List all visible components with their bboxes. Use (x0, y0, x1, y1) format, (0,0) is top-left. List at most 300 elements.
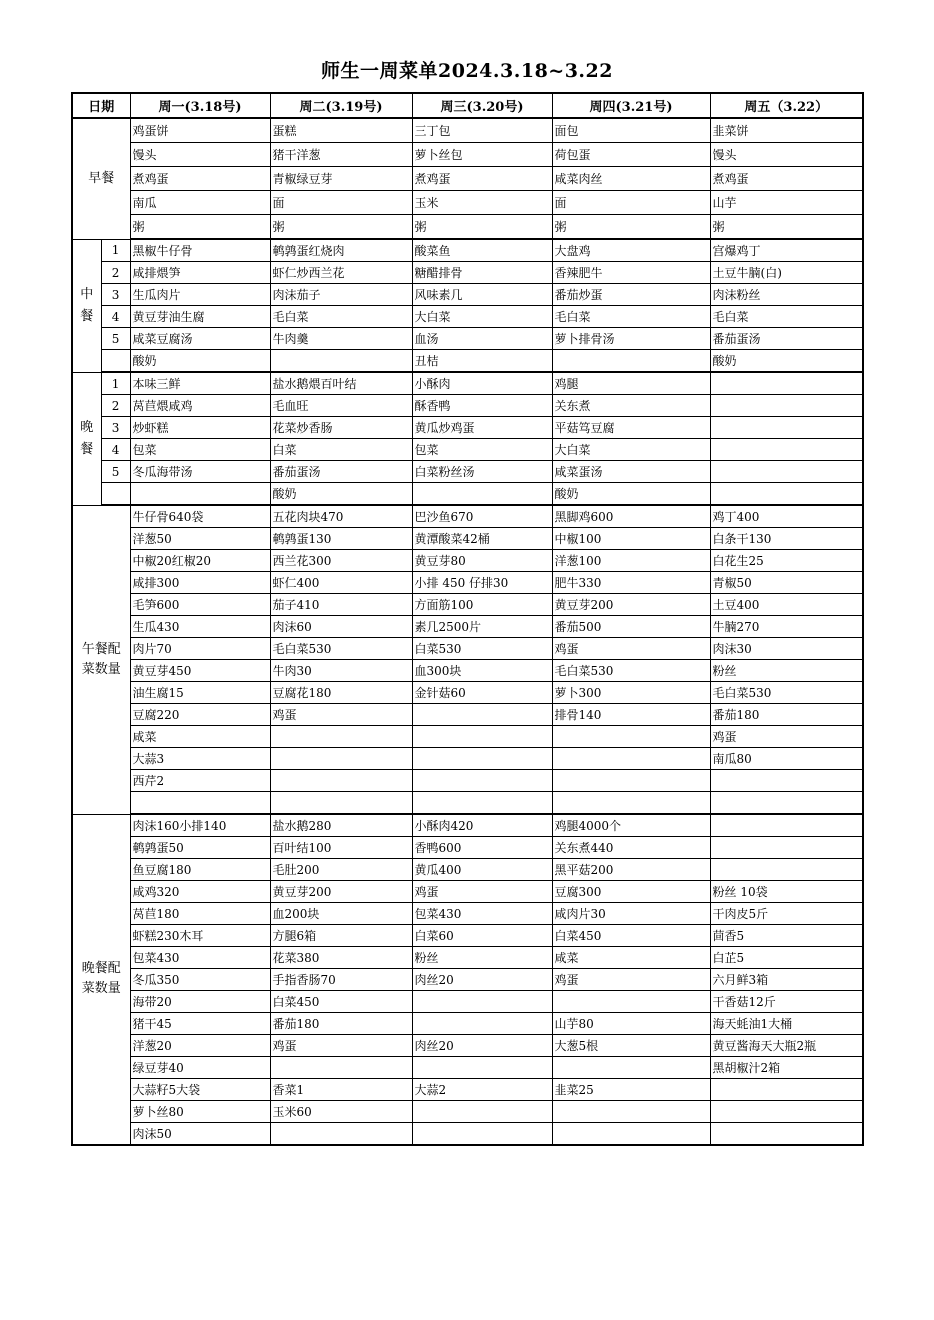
menu-cell (552, 1057, 710, 1079)
menu-cell: 鹌鹑蛋红烧肉 (270, 239, 412, 262)
breakfast-row (72, 167, 863, 191)
menu-cell: 玉米60 (270, 1101, 412, 1123)
lunch_qty-label: 午餐配菜数量 (72, 505, 130, 814)
menu-cell: 中椒100 (552, 528, 710, 550)
menu-cell (552, 792, 710, 815)
breakfast-row (72, 215, 863, 240)
lunch_qty-row (72, 550, 863, 572)
menu-cell: 花菜炒香肠 (270, 417, 412, 439)
dinner-row (72, 417, 863, 439)
menu-cell (710, 372, 863, 395)
dish-number: 1 (101, 372, 130, 395)
menu-cell: 肉沫茄子 (270, 284, 412, 306)
menu-cell (710, 837, 863, 859)
menu-cell: 肉沫160小排140 (130, 814, 270, 837)
menu-cell: 西芹2 (130, 770, 270, 792)
menu-cell (552, 1123, 710, 1146)
menu-cell: 土豆400 (710, 594, 863, 616)
menu-cell: 白芷5 (710, 947, 863, 969)
menu-cell: 鸡蛋 (412, 881, 552, 903)
menu-cell: 萝卜300 (552, 682, 710, 704)
dinner_qty-row (72, 947, 863, 969)
menu-cell: 花菜380 (270, 947, 412, 969)
menu-cell: 血200块 (270, 903, 412, 925)
menu-cell: 粥 (270, 215, 412, 240)
menu-cell (710, 417, 863, 439)
menu-cell: 煮鸡蛋 (130, 167, 270, 191)
menu-cell: 大葱5根 (552, 1035, 710, 1057)
menu-cell (710, 792, 863, 815)
menu-cell: 大白菜 (552, 439, 710, 461)
menu-cell: 咸鸡320 (130, 881, 270, 903)
menu-cell: 白花生25 (710, 550, 863, 572)
menu-cell (270, 770, 412, 792)
menu-cell (412, 1013, 552, 1035)
menu-cell: 粥 (130, 215, 270, 240)
menu-cell: 黄豆芽200 (552, 594, 710, 616)
menu-cell: 大蒜2 (412, 1079, 552, 1101)
lunch_qty-row (72, 528, 863, 550)
lunch-label: 中餐 (72, 239, 101, 372)
menu-cell: 豆腐300 (552, 881, 710, 903)
dish-number: 5 (101, 328, 130, 350)
menu-cell: 油生腐15 (130, 682, 270, 704)
menu-cell: 黄潭酸菜42桶 (412, 528, 552, 550)
menu-cell (552, 991, 710, 1013)
menu-cell (710, 770, 863, 792)
menu-cell: 酸奶 (552, 483, 710, 506)
menu-cell: 白菜530 (412, 638, 552, 660)
menu-cell: 番茄180 (710, 704, 863, 726)
menu-cell (552, 350, 710, 373)
menu-cell: 面包 (552, 118, 710, 143)
lunch-row (72, 306, 863, 328)
date-header: 日期 (72, 93, 130, 118)
menu-cell: 馒头 (710, 143, 863, 167)
breakfast-row (72, 191, 863, 215)
menu-cell: 豆腐花180 (270, 682, 412, 704)
menu-cell: 莴苣煨咸鸡 (130, 395, 270, 417)
dinner_qty-row (72, 1123, 863, 1146)
menu-cell: 平菇笃豆腐 (552, 417, 710, 439)
lunch_qty-row (72, 682, 863, 704)
menu-cell: 大蒜3 (130, 748, 270, 770)
dinner_qty-row (72, 1057, 863, 1079)
dinner-row (72, 395, 863, 417)
menu-cell: 肉片70 (130, 638, 270, 660)
menu-cell: 粉丝 10袋 (710, 881, 863, 903)
menu-cell: 三丁包 (412, 118, 552, 143)
menu-cell: 黄瓜炒鸡蛋 (412, 417, 552, 439)
menu-cell: 毛白菜530 (552, 660, 710, 682)
menu-cell (412, 1123, 552, 1146)
dish-number: 1 (101, 239, 130, 262)
lunch_qty-row (72, 748, 863, 770)
menu-cell: 黄豆芽油生腐 (130, 306, 270, 328)
menu-cell: 肉沫粉丝 (710, 284, 863, 306)
dinner-row (72, 483, 863, 506)
menu-cell: 南瓜80 (710, 748, 863, 770)
menu-cell: 毛白菜530 (710, 682, 863, 704)
menu-cell (552, 726, 710, 748)
dinner_qty-row (72, 991, 863, 1013)
menu-cell (270, 1057, 412, 1079)
menu-cell: 鹌鹑蛋50 (130, 837, 270, 859)
lunch_qty-row (72, 660, 863, 682)
menu-cell: 茄子410 (270, 594, 412, 616)
menu-cell: 青椒绿豆芽 (270, 167, 412, 191)
lunch-row (72, 239, 863, 262)
lunch-row (72, 328, 863, 350)
menu-cell: 咸排煨笋 (130, 262, 270, 284)
menu-cell: 洋葱50 (130, 528, 270, 550)
lunch-row (72, 350, 863, 373)
menu-cell: 盐水鹅煨百叶结 (270, 372, 412, 395)
menu-cell (412, 748, 552, 770)
menu-cell: 萝卜丝80 (130, 1101, 270, 1123)
dinner_qty-row (72, 1035, 863, 1057)
menu-cell (270, 748, 412, 770)
menu-cell: 鸡蛋 (270, 1035, 412, 1057)
menu-cell: 鸡蛋 (710, 726, 863, 748)
menu-cell (412, 483, 552, 506)
menu-cell (130, 483, 270, 506)
menu-cell: 洋葱100 (552, 550, 710, 572)
dinner_qty-row (72, 1079, 863, 1101)
menu-cell (710, 1101, 863, 1123)
menu-cell: 粥 (710, 215, 863, 240)
lunch_qty-row (72, 770, 863, 792)
menu-cell: 土豆牛腩(白) (710, 262, 863, 284)
menu-cell: 香鸭600 (412, 837, 552, 859)
dish-number: 2 (101, 262, 130, 284)
lunch_qty-row (72, 704, 863, 726)
menu-cell: 香菜1 (270, 1079, 412, 1101)
lunch_qty-row (72, 594, 863, 616)
dinner_qty-row (72, 837, 863, 859)
menu-cell: 黑椒牛仔骨 (130, 239, 270, 262)
menu-cell: 白菜 (270, 439, 412, 461)
menu-cell: 韭菜饼 (710, 118, 863, 143)
menu-cell: 黑脚鸡600 (552, 505, 710, 528)
menu-cell: 鸡腿4000个 (552, 814, 710, 837)
menu-cell: 萝卜丝包 (412, 143, 552, 167)
menu-cell: 白菜450 (552, 925, 710, 947)
menu-cell: 面 (270, 191, 412, 215)
menu-cell: 干肉皮5斤 (710, 903, 863, 925)
menu-cell: 白菜450 (270, 991, 412, 1013)
menu-cell: 猪干洋葱 (270, 143, 412, 167)
menu-cell: 六月鲜3箱 (710, 969, 863, 991)
menu-cell: 大盘鸡 (552, 239, 710, 262)
menu-cell: 中椒20红椒20 (130, 550, 270, 572)
menu-cell: 煮鸡蛋 (710, 167, 863, 191)
day-header: 周三(3.20号) (412, 93, 552, 118)
menu-cell: 包菜430 (130, 947, 270, 969)
menu-cell: 番茄蛋汤 (710, 328, 863, 350)
menu-cell: 番茄180 (270, 1013, 412, 1035)
menu-cell: 毛肚200 (270, 859, 412, 881)
menu-cell (270, 350, 412, 373)
menu-cell: 酸奶 (710, 350, 863, 373)
dish-number: 5 (101, 461, 130, 483)
dinner_qty-row (72, 881, 863, 903)
menu-cell: 番茄炒蛋 (552, 284, 710, 306)
menu-cell: 关东煮 (552, 395, 710, 417)
breakfast-label: 早餐 (72, 118, 130, 239)
menu-cell: 毛白菜 (710, 306, 863, 328)
menu-cell: 大白菜 (412, 306, 552, 328)
menu-cell: 包菜 (412, 439, 552, 461)
menu-cell: 咸菜豆腐汤 (130, 328, 270, 350)
menu-cell: 血300块 (412, 660, 552, 682)
dinner_qty-row (72, 859, 863, 881)
dinner_qty-row (72, 925, 863, 947)
menu-cell: 海天蚝油1大桶 (710, 1013, 863, 1035)
menu-cell: 排骨140 (552, 704, 710, 726)
dinner_qty-row (72, 1013, 863, 1035)
menu-cell (710, 439, 863, 461)
menu-cell: 肥牛330 (552, 572, 710, 594)
menu-cell: 西兰花300 (270, 550, 412, 572)
menu-cell: 煮鸡蛋 (412, 167, 552, 191)
lunch-row (72, 262, 863, 284)
menu-cell (552, 1101, 710, 1123)
menu-cell: 黑胡椒汁2箱 (710, 1057, 863, 1079)
page-title: 师生一周菜单2024.3.18~3.22 (321, 60, 613, 82)
menu-cell: 肉丝20 (412, 969, 552, 991)
menu-cell: 白菜粉丝汤 (412, 461, 552, 483)
menu-cell (710, 1079, 863, 1101)
dish-number: 3 (101, 284, 130, 306)
menu-cell: 巴沙鱼670 (412, 505, 552, 528)
menu-cell: 糖醋排骨 (412, 262, 552, 284)
menu-table (71, 92, 864, 1146)
dinner-row (72, 372, 863, 395)
dish-number (101, 350, 130, 373)
menu-cell: 黄豆芽450 (130, 660, 270, 682)
dish-number (101, 483, 130, 506)
menu-cell: 洋葱20 (130, 1035, 270, 1057)
menu-cell: 馒头 (130, 143, 270, 167)
menu-cell: 山芋 (710, 191, 863, 215)
menu-cell: 鸡蛋 (270, 704, 412, 726)
menu-cell: 黄豆酱海天大瓶2瓶 (710, 1035, 863, 1057)
menu-cell: 包菜430 (412, 903, 552, 925)
menu-cell: 黄瓜400 (412, 859, 552, 881)
menu-cell (412, 704, 552, 726)
dinner-row (72, 439, 863, 461)
menu-cell (130, 792, 270, 815)
lunch_qty-row (72, 616, 863, 638)
dish-number: 3 (101, 417, 130, 439)
dish-number: 4 (101, 439, 130, 461)
menu-cell: 玉米 (412, 191, 552, 215)
menu-cell: 香辣肥牛 (552, 262, 710, 284)
menu-cell: 咸菜 (552, 947, 710, 969)
lunch_qty-row (72, 572, 863, 594)
day-header: 周二(3.19号) (270, 93, 412, 118)
menu-cell: 粉丝 (710, 660, 863, 682)
menu-cell (710, 461, 863, 483)
menu-cell: 肉沫30 (710, 638, 863, 660)
menu-cell (412, 1057, 552, 1079)
menu-cell: 鱼豆腐180 (130, 859, 270, 881)
menu-cell: 本味三鲜 (130, 372, 270, 395)
menu-cell (412, 792, 552, 815)
menu-cell (270, 792, 412, 815)
dinner_qty-row (72, 814, 863, 837)
lunch_qty-row (72, 638, 863, 660)
menu-cell: 粉丝 (412, 947, 552, 969)
menu-cell: 酥香鸭 (412, 395, 552, 417)
menu-cell: 咸肉片30 (552, 903, 710, 925)
menu-cell: 肉沫60 (270, 616, 412, 638)
menu-cell: 粥 (412, 215, 552, 240)
menu-cell: 南瓜 (130, 191, 270, 215)
menu-cell: 茴香5 (710, 925, 863, 947)
dinner-label: 晚餐 (72, 372, 101, 505)
menu-cell: 风味素几 (412, 284, 552, 306)
menu-cell: 绿豆芽40 (130, 1057, 270, 1079)
menu-cell: 炒虾糕 (130, 417, 270, 439)
menu-cell (412, 770, 552, 792)
day-header: 周一(3.18号) (130, 93, 270, 118)
menu-cell (710, 483, 863, 506)
menu-cell: 小酥肉420 (412, 814, 552, 837)
menu-cell: 韭菜25 (552, 1079, 710, 1101)
menu-cell: 鸡蛋 (552, 638, 710, 660)
menu-cell (552, 770, 710, 792)
menu-cell: 虾仁炒西兰花 (270, 262, 412, 284)
menu-cell: 小酥肉 (412, 372, 552, 395)
menu-cell: 白菜60 (412, 925, 552, 947)
menu-cell: 冬瓜海带汤 (130, 461, 270, 483)
menu-cell: 干香菇12斤 (710, 991, 863, 1013)
day-header: 周五（3.22） (710, 93, 863, 118)
menu-cell: 鸡腿 (552, 372, 710, 395)
dinner-row (72, 461, 863, 483)
menu-cell: 青椒50 (710, 572, 863, 594)
menu-cell: 酸菜鱼 (412, 239, 552, 262)
menu-cell: 金针菇60 (412, 682, 552, 704)
menu-cell: 莴苣180 (130, 903, 270, 925)
menu-cell: 毛白菜530 (270, 638, 412, 660)
menu-cell: 鸡丁400 (710, 505, 863, 528)
menu-cell: 咸菜肉丝 (552, 167, 710, 191)
menu-cell: 血汤 (412, 328, 552, 350)
menu-cell: 蛋糕 (270, 118, 412, 143)
dinner_qty-row (72, 1101, 863, 1123)
menu-cell: 五花肉块470 (270, 505, 412, 528)
dinner_qty-label: 晚餐配菜数量 (72, 814, 130, 1145)
breakfast-row (72, 118, 863, 143)
menu-cell: 包菜 (130, 439, 270, 461)
menu-cell: 牛腩270 (710, 616, 863, 638)
menu-cell: 宫爆鸡丁 (710, 239, 863, 262)
menu-cell (552, 748, 710, 770)
menu-cell: 毛白菜 (270, 306, 412, 328)
menu-cell: 豆腐220 (130, 704, 270, 726)
menu-cell: 咸菜蛋汤 (552, 461, 710, 483)
menu-cell: 番茄蛋汤 (270, 461, 412, 483)
lunch_qty-row (72, 505, 863, 528)
menu-cell: 山芋80 (552, 1013, 710, 1035)
menu-cell (412, 1101, 552, 1123)
lunch_qty-row (72, 726, 863, 748)
menu-cell: 黄豆芽80 (412, 550, 552, 572)
menu-cell: 肉沫50 (130, 1123, 270, 1146)
menu-cell: 关东煮440 (552, 837, 710, 859)
menu-cell: 鹌鹑蛋130 (270, 528, 412, 550)
menu-cell: 大蒜籽5大袋 (130, 1079, 270, 1101)
dinner_qty-row (72, 903, 863, 925)
dinner_qty-row (72, 969, 863, 991)
menu-cell: 丑桔 (412, 350, 552, 373)
menu-cell: 冬瓜350 (130, 969, 270, 991)
menu-cell: 面 (552, 191, 710, 215)
menu-cell: 萝卜排骨汤 (552, 328, 710, 350)
breakfast-row (72, 143, 863, 167)
day-header: 周四(3.21号) (552, 93, 710, 118)
menu-cell: 牛肉30 (270, 660, 412, 682)
menu-cell: 海带20 (130, 991, 270, 1013)
menu-cell: 毛白菜 (552, 306, 710, 328)
menu-cell: 方腿6箱 (270, 925, 412, 947)
menu-cell: 生瓜肉片 (130, 284, 270, 306)
header-row (72, 93, 863, 118)
menu-cell: 粥 (552, 215, 710, 240)
menu-cell (710, 814, 863, 837)
menu-cell: 番茄500 (552, 616, 710, 638)
menu-cell: 方面筋100 (412, 594, 552, 616)
menu-cell: 酸奶 (130, 350, 270, 373)
menu-cell: 虾糕230木耳 (130, 925, 270, 947)
menu-cell: 毛笋600 (130, 594, 270, 616)
menu-cell (710, 395, 863, 417)
menu-cell: 手指香肠70 (270, 969, 412, 991)
menu-cell: 猪干45 (130, 1013, 270, 1035)
menu-cell: 毛血旺 (270, 395, 412, 417)
menu-cell: 咸菜 (130, 726, 270, 748)
menu-cell (270, 1123, 412, 1146)
lunch_qty-row (72, 792, 863, 815)
menu-cell: 酸奶 (270, 483, 412, 506)
menu-cell: 黑平菇200 (552, 859, 710, 881)
menu-cell: 牛仔骨640袋 (130, 505, 270, 528)
menu-cell: 虾仁400 (270, 572, 412, 594)
menu-cell (710, 1123, 863, 1146)
menu-cell (710, 859, 863, 881)
menu-cell: 生瓜430 (130, 616, 270, 638)
lunch-row (72, 284, 863, 306)
menu-cell: 百叶结100 (270, 837, 412, 859)
menu-cell: 素几2500片 (412, 616, 552, 638)
menu-cell: 小排 450 仔排30 (412, 572, 552, 594)
menu-cell: 咸排300 (130, 572, 270, 594)
menu-cell: 鸡蛋 (552, 969, 710, 991)
menu-cell (270, 726, 412, 748)
menu-cell (412, 991, 552, 1013)
menu-cell: 牛肉羹 (270, 328, 412, 350)
menu-cell: 黄豆芽200 (270, 881, 412, 903)
menu-cell: 肉丝20 (412, 1035, 552, 1057)
menu-cell: 盐水鹅280 (270, 814, 412, 837)
dish-number: 4 (101, 306, 130, 328)
menu-cell (412, 726, 552, 748)
menu-cell: 白条干130 (710, 528, 863, 550)
menu-cell: 鸡蛋饼 (130, 118, 270, 143)
